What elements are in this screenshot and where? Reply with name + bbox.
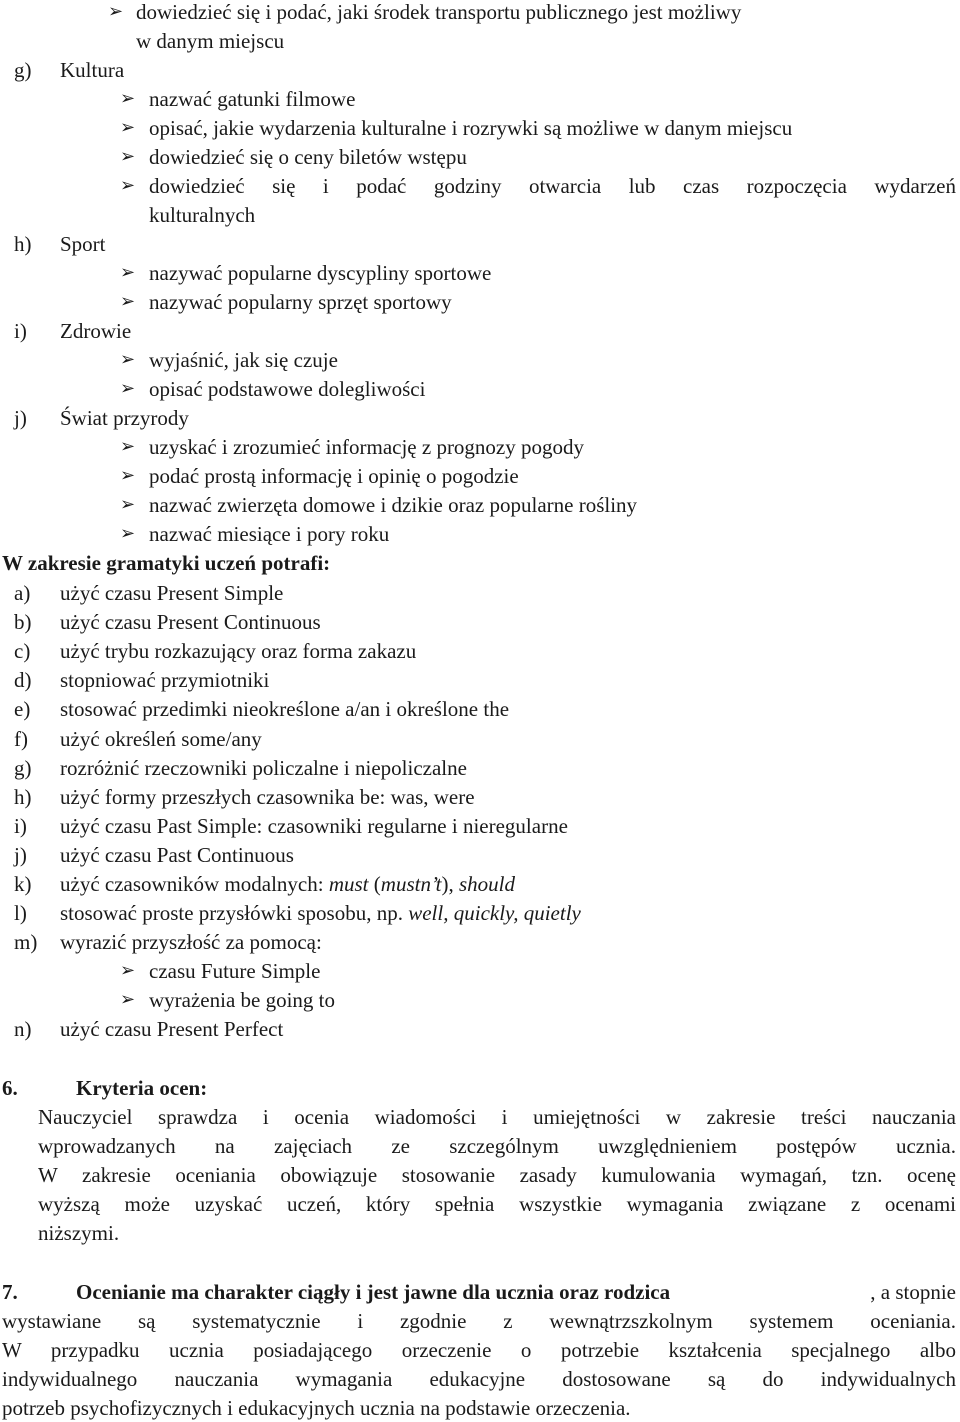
list-item: czasu Future Simple (149, 959, 321, 983)
paragraph-line: niższymi. (38, 1221, 120, 1245)
section-title: Świat przyrody (60, 406, 189, 430)
list-item: uzyskać i zrozumieć informację z prognozy pogody (149, 435, 585, 459)
section-heading: Ocenianie ma charakter ciągły i jest jawne dla ucznia oraz rodzica (76, 1280, 671, 1304)
modal-must: must (328, 872, 369, 896)
grammar-item: użyć czasu Past Continuous (60, 843, 294, 867)
list-item: dowiedzieć się i podać godziny otwarcia lub czas rozpoczęcia wydarzeń (149, 174, 956, 198)
item-label: e) (14, 697, 31, 721)
paragraph-line: potrzeb psychofizycznych i edukacyjnych ucznia na podstawie orzeczenia. (2, 1396, 631, 1420)
item-label: c) (14, 639, 31, 663)
section-label: j) (14, 406, 27, 430)
list-item: nazwać miesiące i pory roku (149, 522, 390, 546)
grammar-item (60, 900, 581, 926)
item-label: a) (14, 581, 31, 605)
item-label: n) (14, 1017, 32, 1041)
adverb-examples: well, quickly, quietly (408, 901, 581, 925)
list-item: wyrażenia be going to (149, 988, 336, 1012)
heading-tail: , a stopnie (870, 1280, 956, 1304)
item-label: j) (14, 843, 27, 867)
item-text: ( (368, 872, 381, 896)
grammar-item: stopniować przymiotniki (60, 668, 270, 692)
item-label: k) (14, 872, 32, 896)
grammar-item: użyć czasu Past Simple: czasowniki regularne i nieregularne (60, 814, 568, 838)
grammar-item (60, 871, 515, 897)
paragraph-line: W przypadku ucznia posiadającego orzeczenie o potrzebie kształcenia specjalnego albo (2, 1338, 956, 1362)
paragraph-line: wprowadzanych na zajęciach ze szczególnym uwzględnieniem postępów ucznia. (38, 1134, 956, 1158)
bullet-icon: ➢ (120, 88, 136, 109)
bullet-icon: ➢ (120, 989, 136, 1010)
list-item: opisać podstawowe dolegliwości (149, 377, 426, 401)
item-label: b) (14, 610, 32, 634)
bullet-icon: ➢ (120, 262, 136, 283)
grammar-item: użyć czasu Present Simple (60, 581, 284, 605)
section-label: i) (14, 319, 27, 343)
item-label: i) (14, 814, 27, 838)
section-title: Kultura (60, 58, 125, 82)
grammar-item: użyć czasu Present Perfect (60, 1017, 284, 1041)
bullet-icon: ➢ (120, 465, 136, 486)
section-heading: Kryteria ocen: (76, 1076, 208, 1100)
item-text: stosować proste przysłówki sposobu, np. (60, 901, 409, 925)
bullet-icon: ➢ (120, 494, 136, 515)
list-item: podać prostą informację i opinię o pogodzie (149, 464, 519, 488)
bullet-icon: ➢ (108, 1, 124, 22)
list-item: dowiedzieć się o ceny biletów wstępu (149, 145, 467, 169)
grammar-item: użyć określeń some/any (60, 727, 262, 751)
bullet-icon: ➢ (120, 349, 136, 370)
item-label: h) (14, 785, 32, 809)
list-item: wyjaśnić, jak się czuje (149, 348, 338, 372)
item-text: ), (441, 872, 459, 896)
section-number: 6. (2, 1076, 18, 1100)
list-item: w danym miejscu (136, 29, 285, 53)
list-item: nazywać popularny sprzęt sportowy (149, 290, 452, 314)
bullet-icon: ➢ (120, 378, 136, 399)
paragraph-line: wyższą może uzyskać uczeń, który spełnia wszystkie wymagania związane z ocenami (38, 1192, 956, 1216)
item-label: f) (14, 727, 28, 751)
bullet-icon: ➢ (120, 960, 136, 981)
grammar-item: wyrazić przyszłość za pomocą: (60, 930, 322, 954)
list-item: nazwać zwierzęta domowe i dzikie oraz popularne rośliny (149, 493, 638, 517)
grammar-item: użyć formy przeszłych czasownika be: was, were (60, 785, 475, 809)
item-label: g) (14, 756, 32, 780)
item-label: l) (14, 901, 27, 925)
grammar-item: stosować przedimki nieokreślone a/an i określone the (60, 697, 510, 721)
paragraph-line: W zakresie oceniania obowiązuje stosowanie zasady kumulowania wymagań, tzn. ocenę (38, 1163, 956, 1187)
section-heading-line (76, 1279, 956, 1305)
section-label: h) (14, 232, 32, 256)
paragraph-line: Nauczyciel sprawdza i ocenia wiadomości i umiejętności w zakresie treści nauczania (38, 1105, 956, 1129)
item-text: użyć czasowników modalnych: (60, 872, 329, 896)
section-title: Zdrowie (60, 319, 132, 343)
bullet-icon: ➢ (120, 117, 136, 138)
bullet-icon: ➢ (120, 175, 136, 196)
grammar-item: rozróżnić rzeczowniki policzalne i niepoliczalne (60, 756, 467, 780)
list-item: nazwać gatunki filmowe (149, 87, 356, 111)
item-label: d) (14, 668, 32, 692)
bullet-icon: ➢ (120, 146, 136, 167)
grammar-item: użyć trybu rozkazujący oraz forma zakazu (60, 639, 417, 663)
grammar-heading: W zakresie gramatyki uczeń potrafi: (2, 551, 331, 575)
grammar-item: użyć czasu Present Continuous (60, 610, 321, 634)
bullet-icon: ➢ (120, 291, 136, 312)
modal-should: should (458, 872, 515, 896)
section-title: Sport (60, 232, 106, 256)
list-item: nazywać popularne dyscypliny sportowe (149, 261, 492, 285)
paragraph-line: wystawiane są systematycznie i zgodnie z wewnątrzszkolnym systemem oceniania. (2, 1309, 956, 1333)
bullet-icon: ➢ (120, 523, 136, 544)
section-number: 7. (2, 1280, 18, 1304)
list-item: kulturalnych (149, 203, 256, 227)
paragraph-line: indywidualnego nauczania wymagania edukacyjne dostosowane są do indywidualnych (2, 1367, 956, 1391)
item-label: m) (14, 930, 38, 954)
modal-mustnt: mustn’t (380, 872, 442, 896)
bullet-icon: ➢ (120, 436, 136, 457)
section-label: g) (14, 58, 32, 82)
list-item: dowiedzieć się i podać, jaki środek transportu publicznego jest możliwy (136, 0, 742, 24)
list-item: opisać, jakie wydarzenia kulturalne i rozrywki są możliwe w danym miejscu (149, 116, 793, 140)
